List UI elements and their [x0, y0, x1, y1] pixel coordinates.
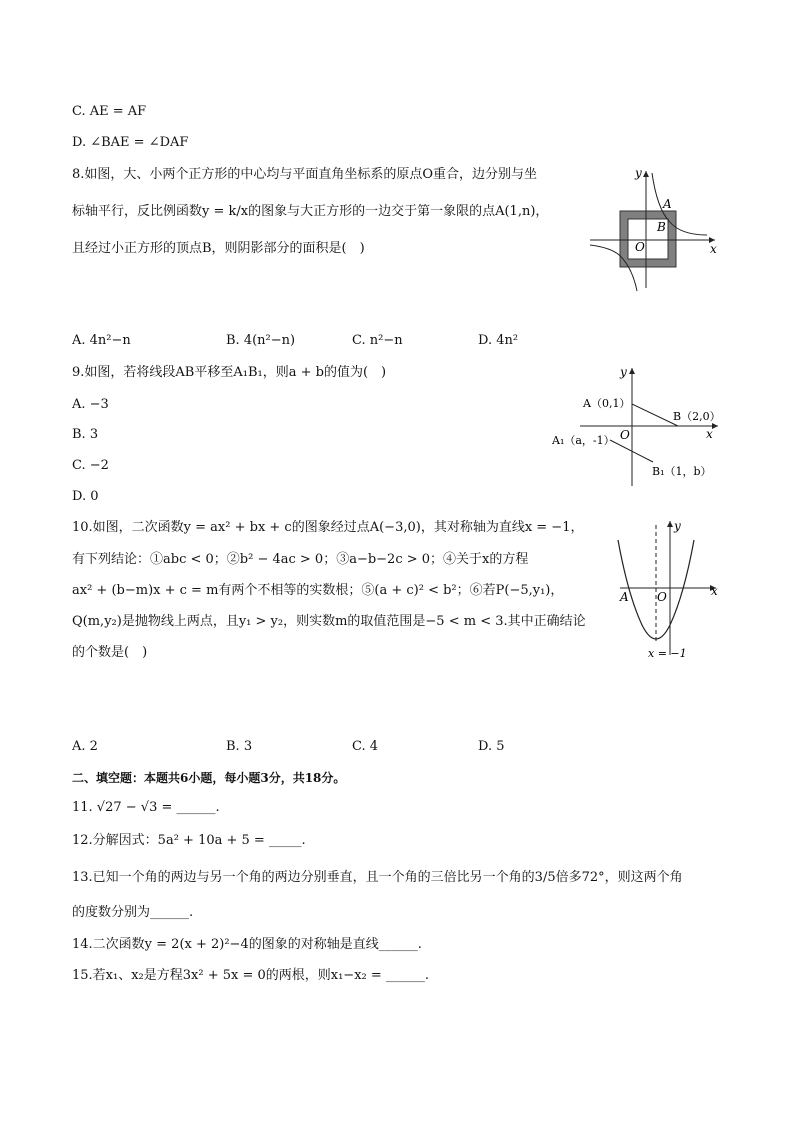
q9-figure: [550, 362, 725, 490]
q7-option-c: C. AE = AF: [72, 104, 147, 119]
fig8-o-label: O: [635, 240, 645, 254]
q11: 11. √27 − √3 = ______.: [72, 800, 220, 815]
q8-stem-line1: 8.如图，大、小两个正方形的中心均与平面直角坐标系的原点O重合，边分别与坐: [72, 167, 538, 182]
q10-option-d: D. 5: [478, 739, 505, 754]
fig10-x-label: x: [711, 584, 718, 598]
q10-stem-line2: 有下列结论：①abc < 0；②b² − 4ac > 0；③a−b−2c > 0；④关于x的方程: [72, 552, 529, 567]
q10-stem-line5: 的个数是( ): [72, 645, 148, 660]
fig10-axis-label: x = −1: [648, 647, 687, 660]
q8-stem-line3: 且经过小正方形的顶点B，则阴影部分的面积是( ): [72, 241, 365, 256]
q10-stem-line4: Q(m,y₂)是抛物线上两点，且y₁ > y₂，则实数m的取值范围是−5 < m < 3.其中正确结论: [72, 614, 586, 629]
fig10-o-label: O: [657, 590, 667, 604]
q9-stem: 9.如图，若将线段AB平移至A₁B₁，则a + b的值为( ): [72, 365, 387, 380]
fig9-b1-label: B₁（1，b）: [652, 465, 712, 478]
q10-stem-line1: 10.如图，二次函数y = ax² + bx + c的图象经过点A(−3,0)，其对称轴为直线x = −1，: [72, 520, 584, 535]
q9-option-b: B. 3: [72, 427, 99, 442]
fig9-o-label: O: [620, 428, 630, 442]
fig9-a-label: A（0,1）: [583, 397, 631, 410]
q10-stem-line3: ax² + (b−m)x + c = m有两个不相等的实数根；⑤(a + c)² < b²；⑥若P(−5,y₁)，: [72, 583, 564, 598]
q9-option-d: D. 0: [72, 489, 99, 504]
y-arrow: [643, 171, 649, 177]
section-heading: 二、填空题：本题共6小题，每小题3分，共18分。: [72, 771, 346, 785]
q9-option-a: A. −3: [72, 397, 109, 412]
fig9-a1-label: A₁（a，-1）: [552, 434, 615, 447]
fig10-y-label: y: [674, 519, 681, 533]
fig9-x-label: x: [706, 427, 713, 441]
q8-option-c: C. n²−n: [352, 333, 403, 348]
fig8-b-label: B: [657, 220, 666, 234]
q10-option-c: C. 4: [352, 739, 379, 754]
q15: 15.若x₁、x₂是方程3x² + 5x = 0的两根，则x₁−x₂ = ______.: [72, 968, 430, 983]
q13-line2: 的度数分别为______.: [72, 905, 194, 920]
y-arrow: [629, 368, 635, 374]
fig8-a-label: A: [663, 197, 672, 211]
fig10-a-label: A: [620, 590, 629, 604]
q12: 12.分解因式：5a² + 10a + 5 = _____.: [72, 833, 306, 848]
fig9-b-label: B（2,0）: [673, 410, 721, 423]
fig9-y-label: y: [620, 365, 627, 379]
q8-option-b: B. 4(n²−n): [226, 333, 296, 348]
segment-ab: [632, 404, 678, 426]
x-arrow: [712, 423, 718, 429]
fig8-x-label: x: [710, 242, 717, 256]
q8-option-d: D. 4n²: [478, 333, 519, 348]
q13-line1: 13.已知一个角的两边与另一个角的两边分别垂直，且一个角的三倍比另一个角的3/5倍多72°，则这两个角: [72, 870, 683, 885]
q10-option-a: A. 2: [72, 739, 98, 754]
q14: 14.二次函数y = 2(x + 2)²−4的图象的对称轴是直线______.: [72, 937, 422, 952]
fig8-y-label: y: [635, 166, 642, 180]
q7-option-d: D. ∠BAE = ∠DAF: [72, 135, 189, 150]
q8-option-a: A. 4n²−n: [72, 333, 131, 348]
q8-figure: [585, 163, 725, 293]
q8-stem-line2: 标轴平行，反比例函数y = k/x的图象与大正方形的一边交于第一象限的点A(1,n)，: [72, 204, 549, 219]
q10-figure: [608, 515, 723, 665]
y-arrow: [667, 521, 673, 527]
q10-option-b: B. 3: [226, 739, 253, 754]
q9-option-c: C. −2: [72, 458, 109, 473]
